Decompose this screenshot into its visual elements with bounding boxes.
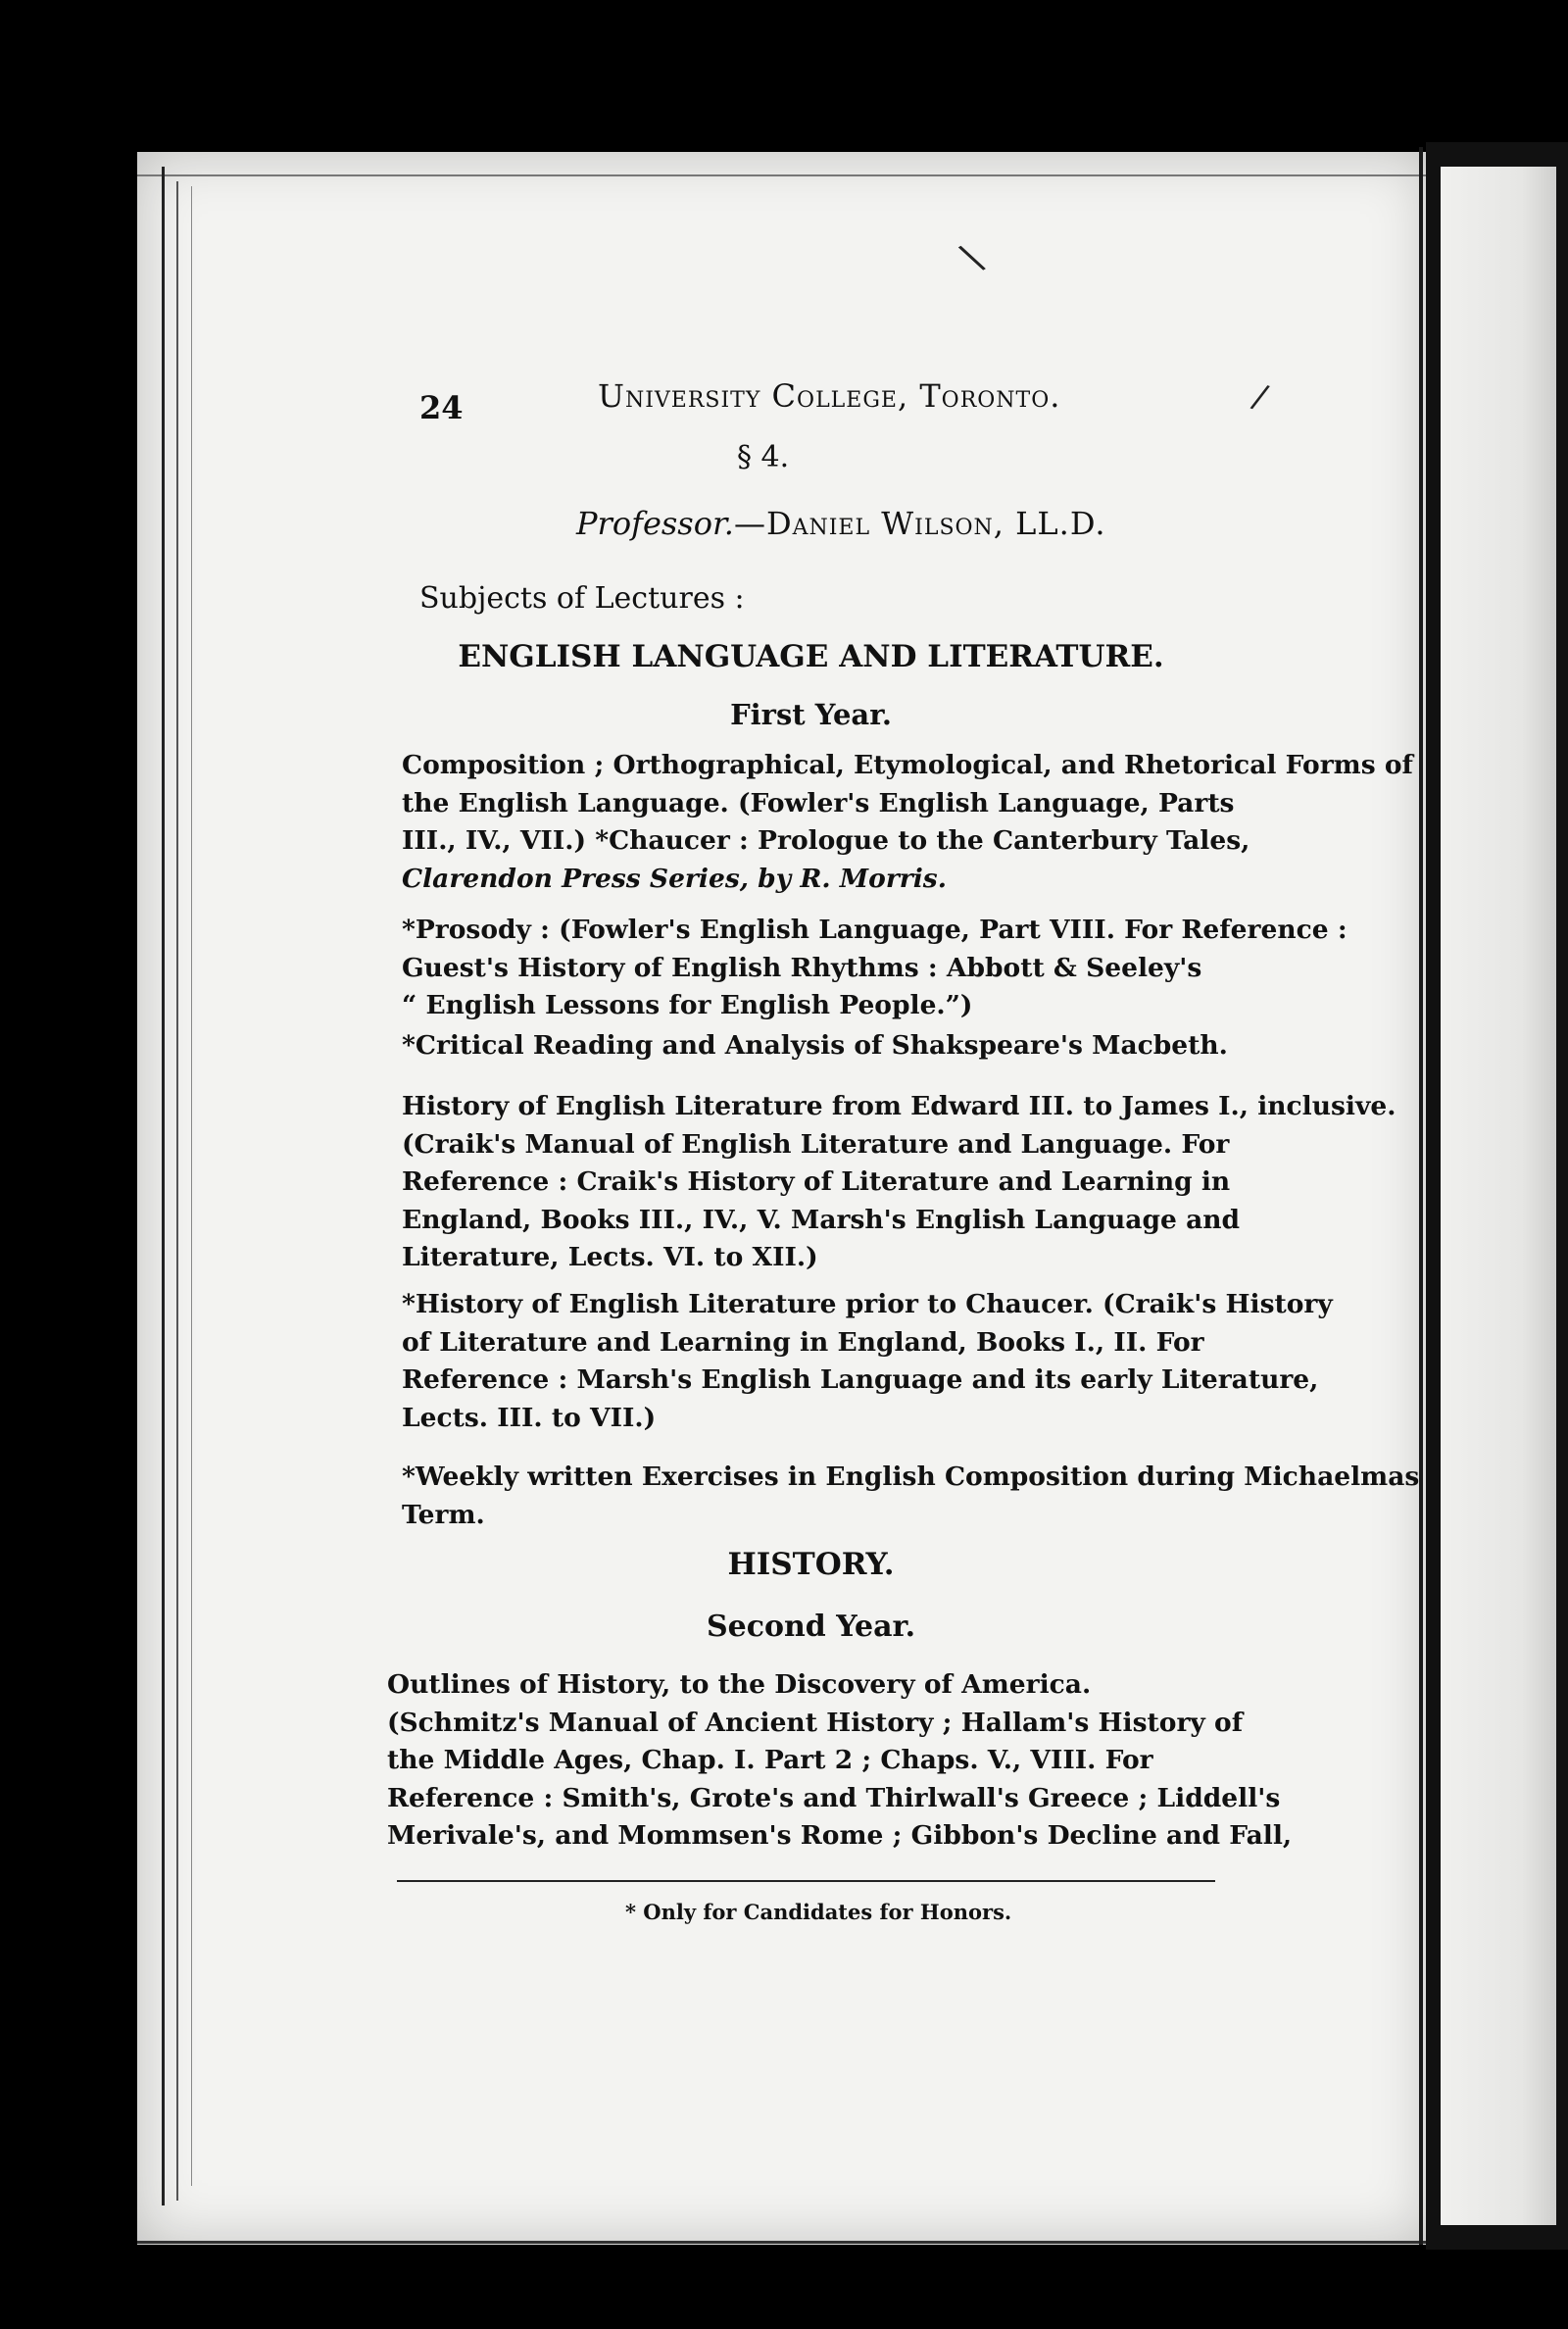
entry-line: Literature, Lects. VI. to XII.) xyxy=(402,1242,818,1272)
entry-history-before-chaucer xyxy=(402,1286,1333,1437)
entry-line: *Weekly written Exercises in English Composition during Michaelmas xyxy=(402,1462,1420,1492)
entry-line: Merivale's, and Mommsen's Rome ; Gibbon's Decline and Fall, xyxy=(387,1820,1293,1851)
binding-edge-line xyxy=(191,186,192,2186)
entry-line: Reference : Marsh's English Language and its early Literature, xyxy=(402,1364,1319,1395)
pencil-mark: / xyxy=(1248,376,1272,418)
page-bottom-edge xyxy=(137,2241,1431,2244)
history-heading: HISTORY. xyxy=(727,1547,895,1582)
professor-line xyxy=(576,505,1106,542)
entry-line: of Literature and Learning in England, Books I., II. For xyxy=(402,1326,1204,1358)
entry-line: Reference : Craik's History of Literature and Learning in xyxy=(402,1166,1231,1197)
entry-composition xyxy=(402,747,1413,898)
page-top-edge xyxy=(137,174,1431,176)
entry-line: (Craik's Manual of English Literature and Language. For xyxy=(402,1128,1230,1160)
professor-label: Professor. xyxy=(576,505,734,542)
pencil-mark: \ xyxy=(955,234,990,281)
professor-name: —Daniel Wilson, LL.D. xyxy=(733,505,1106,542)
entry-line: *Critical Reading and Analysis of Shakspeare's Macbeth. xyxy=(402,1030,1228,1061)
entry-line: *Prosody : (Fowler's English Language, Part VIII. For Reference : xyxy=(402,915,1348,945)
entry-line: “ English Lessons for English People.”) xyxy=(402,990,973,1020)
entry-line: Clarendon Press Series, by R. Morris. xyxy=(402,863,947,894)
entry-line: Outlines of History, to the Discovery of America. xyxy=(387,1669,1092,1700)
history-year: Second Year. xyxy=(706,1610,916,1644)
footnote: * Only for Candidates for Honors. xyxy=(625,1900,1012,1924)
entry-line: Lects. III. to VII.) xyxy=(402,1402,657,1433)
entry-line: Reference : Smith's, Grote's and Thirlwall's Greece ; Liddell's xyxy=(387,1782,1281,1813)
entry-line: England, Books III., IV., V. Marsh's English Language and xyxy=(402,1204,1241,1235)
section-number: § 4. xyxy=(737,440,790,474)
entry-history-literature xyxy=(402,1088,1396,1277)
subjects-label: Subjects of Lectures : xyxy=(419,581,745,616)
entry-critical-reading xyxy=(402,1027,1228,1065)
binding-edge-line xyxy=(162,167,165,2205)
entry-prosody xyxy=(402,912,1348,1025)
running-title: University College, Toronto. xyxy=(598,377,1061,415)
english-heading: ENGLISH LANGUAGE AND LITERATURE. xyxy=(458,639,1164,674)
entry-line: the Middle Ages, Chap. I. Part 2 ; Chaps. V., VIII. For xyxy=(387,1745,1153,1775)
entry-line: Composition ; Orthographical, Etymological, and Rhetorical Forms of xyxy=(402,750,1413,780)
entry-line: Term. xyxy=(402,1499,485,1530)
english-year: First Year. xyxy=(730,698,892,731)
footnote-rule xyxy=(397,1880,1215,1882)
entry-line: the English Language. (Fowler's English Language, Parts xyxy=(402,787,1235,818)
entry-line: *History of English Literature prior to Chaucer. (Craik's History xyxy=(402,1289,1333,1319)
page-number: 24 xyxy=(419,389,464,426)
entry-line: Guest's History of English Rhythms : Abbott & Seeley's xyxy=(402,952,1202,983)
binding-edge-line xyxy=(176,181,178,2201)
entry-line: (Schmitz's Manual of Ancient History ; Hallam's History of xyxy=(387,1707,1244,1738)
page-right-edge xyxy=(1419,147,1423,2245)
entry-line: III., IV., VII.) *Chaucer : Prologue to the Canterbury Tales, xyxy=(402,825,1250,856)
facing-page-sliver xyxy=(1441,167,1556,2225)
entry-line: History of English Literature from Edward III. to James I., inclusive. xyxy=(402,1091,1396,1121)
entry-weekly-exercises xyxy=(402,1459,1420,1534)
entry-outlines-history xyxy=(387,1666,1293,1856)
